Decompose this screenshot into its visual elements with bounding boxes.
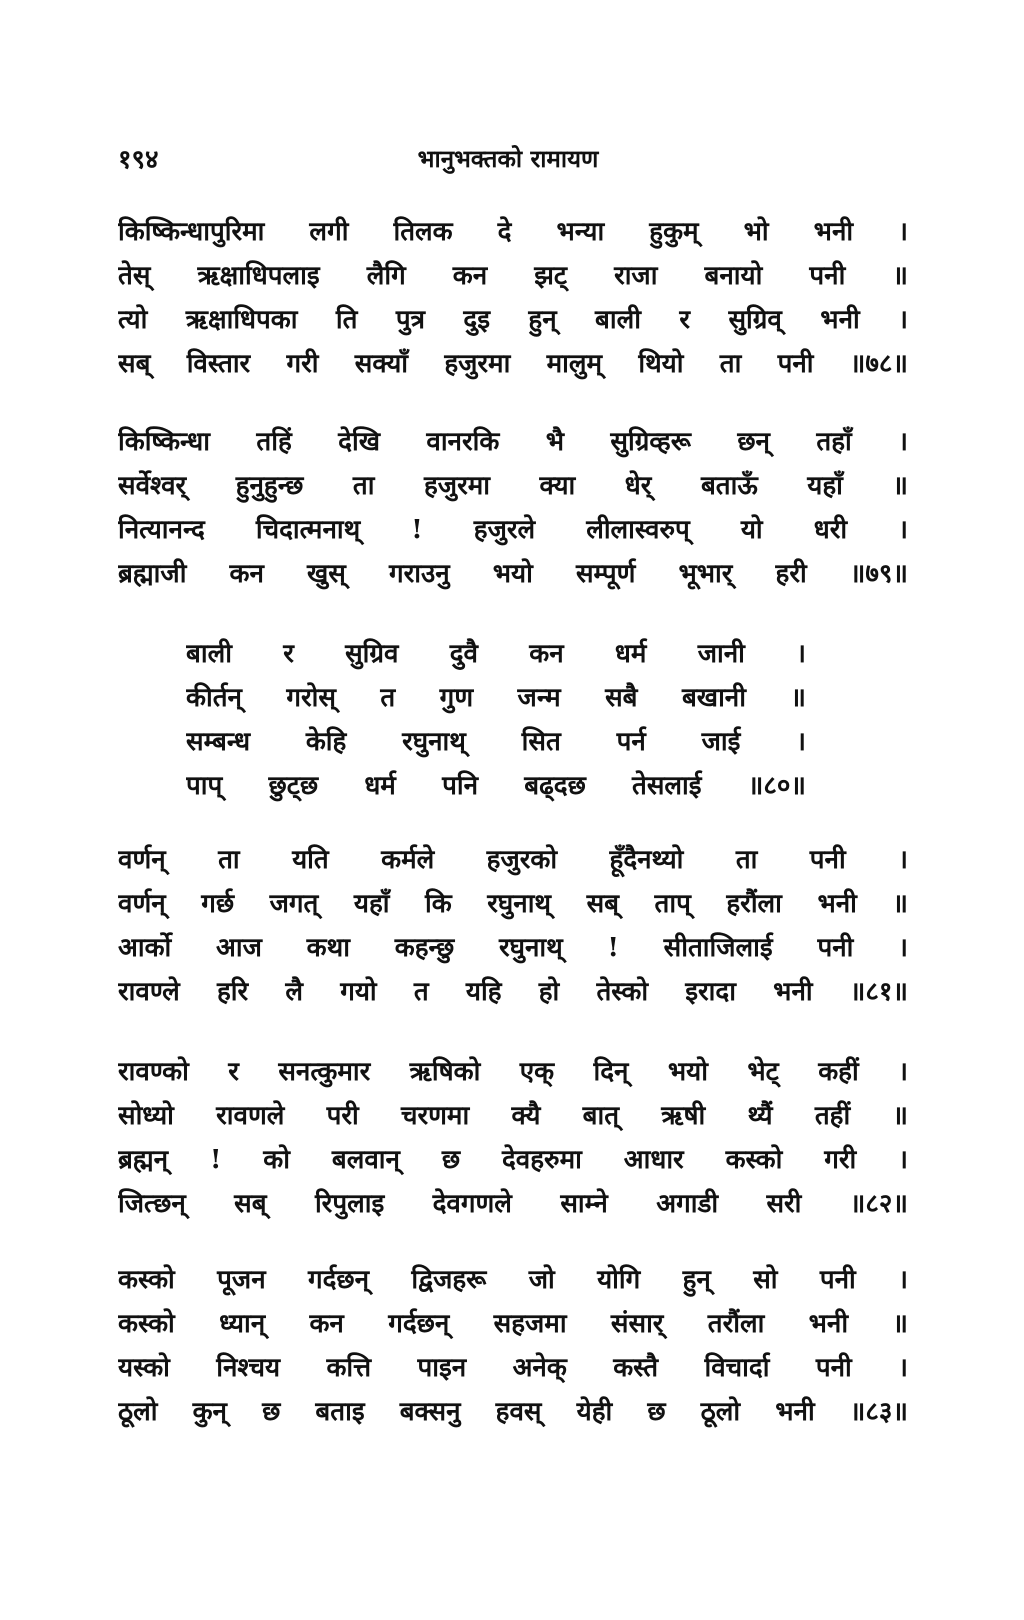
verse-line: वर्णन् ता यति कर्मले हजुरको हूँदैनथ्यो ता पनी । <box>118 845 908 875</box>
verse-line: कस्को ध्यान् कन गर्दछन् सहजमा संसार् तरौंला भनी ॥ <box>118 1309 908 1339</box>
verse-line: कस्को पूजन गर्दछन् द्विजहरू जो योगि हुन् सो पनी । <box>118 1265 908 1295</box>
verse-line: बाली र सुग्रिव दुवै कन धर्म जानी । <box>186 639 806 669</box>
verse-83 <box>118 1258 908 1434</box>
verse-line: रावण्को र सनत्कुमार ऋषिको एक् दिन् भयो भेट् कहीं । <box>118 1057 908 1087</box>
verse-line: रावण्ले हरि लै गयो त यहि हो तेस्को इरादा भनी ॥८१॥ <box>118 977 908 1007</box>
verse-line: ब्रह्मन् ! को बलवान् छ देवहरुमा आधार कस्को गरी । <box>118 1145 908 1175</box>
verse-line: त्यो ऋक्षाधिपका ति पुत्र दुइ हुन् बाली र सुग्रिव् भनी । <box>118 305 908 335</box>
verse-line: वर्णन् गर्छ जगत् यहाँ कि रघुनाथ् सब् ताप् हरौंला भनी ॥ <box>118 889 908 919</box>
verse-81 <box>118 838 908 1014</box>
verse-line: नित्यानन्द चिदात्मनाथ् ! हजुरले लीलास्वरुप् यो धरी । <box>118 515 908 545</box>
verse-line: सम्बन्ध केहि रघुनाथ् सित पर्न जाई । <box>186 727 806 757</box>
verse-line: सर्वेश्वर् हुनुहुन्छ ता हजुरमा क्या धेर् बताऊँ यहाँ ॥ <box>118 471 908 501</box>
verse-line: यस्को निश्चय कत्ति पाइन अनेक् कस्तै विचार्दा पनी । <box>118 1353 908 1383</box>
verse-line: जित्छन् सब् रिपुलाइ देवगणले साम्ने अगाडी सरी ॥८२॥ <box>118 1189 908 1219</box>
verse-line: ब्रह्माजी कन खुस् गराउनु भयो सम्पूर्ण भूभार् हरी ॥७९॥ <box>118 559 908 589</box>
verse-line: आर्को आज कथा कहन्छु रघुनाथ् ! सीताजिलाई पनी । <box>118 933 908 963</box>
verse-line: पाप् छुट्छ धर्म पनि बढ्दछ तेसलाई ॥८०॥ <box>186 771 806 801</box>
book-title: भानुभक्तको रामायण <box>417 144 599 173</box>
verse-line: सब् विस्तार गरी सक्याँ हजुरमा मालुम् थियो ता पनी ॥७८॥ <box>118 349 908 379</box>
verse-82 <box>118 1050 908 1226</box>
verse-line: ठूलो कुन् छ बताइ बक्सनु हवस् येही छ ठूलो भनी ॥८३॥ <box>118 1397 908 1427</box>
verse-line: तेस् ऋक्षाधिपलाइ लैगि कन झट् राजा बनायो पनी ॥ <box>118 261 908 291</box>
verse-80 <box>186 632 806 808</box>
verse-line: सोध्यो रावणले परी चरणमा क्यै बात् ऋषी थ्यैं तहीं ॥ <box>118 1101 908 1131</box>
verse-line: किष्किन्धापुरिमा लगी तिलक दे भन्या हुकुम् भो भनी । <box>118 217 908 247</box>
verse-line: कीर्तन् गरोस् त गुण जन्म सबै बखानी ॥ <box>186 683 806 713</box>
verse-79 <box>118 420 908 596</box>
verse-line: किष्किन्धा तहिं देखि वानरकि भै सुग्रिव्हरू छन् तहाँ । <box>118 427 908 457</box>
page-header <box>118 140 898 180</box>
verse-78 <box>118 210 908 386</box>
page-number: १९४ <box>118 145 159 175</box>
